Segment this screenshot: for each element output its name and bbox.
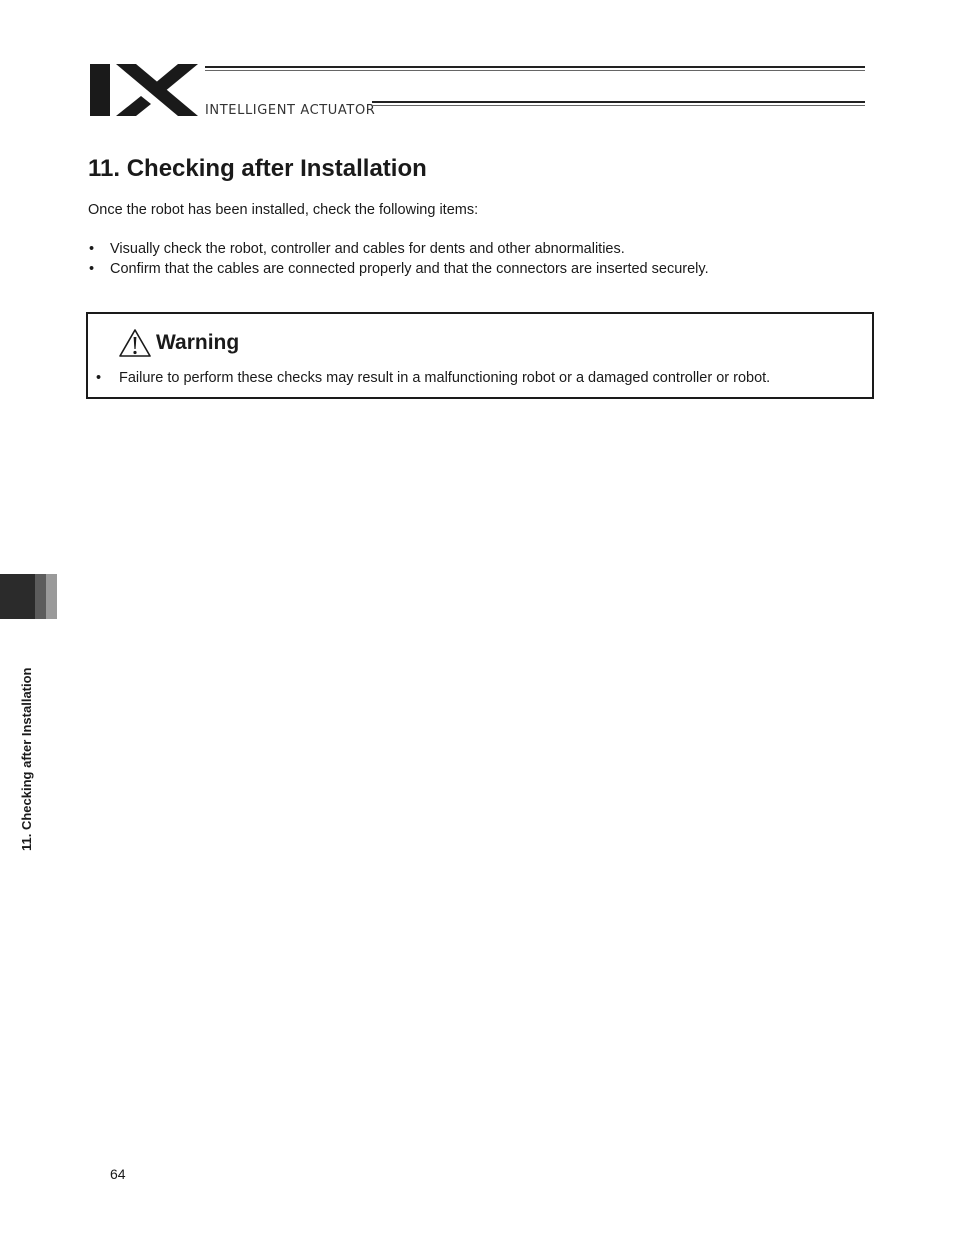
chapter-tab-mid	[35, 574, 46, 619]
list-item-text: Confirm that the cables are connected properly and that the connectors are inserted securely.	[110, 260, 709, 277]
header-rule	[205, 66, 865, 68]
warning-item-text: Failure to perform these checks may result in a malfunctioning robot or a damaged controller or robot.	[119, 370, 771, 386]
brand-text: INTELLIGENT ACTUATOR	[205, 103, 376, 118]
header-rule	[372, 105, 865, 106]
page-title: 11. Checking after Installation	[88, 155, 427, 182]
bullet-icon: •	[89, 241, 95, 257]
header-rule	[205, 70, 865, 71]
warning-triangle-icon	[118, 328, 152, 358]
intro-text: Once the robot has been installed, check the following items:	[88, 202, 479, 218]
list-item	[88, 240, 709, 260]
list-item	[88, 260, 709, 280]
chapter-tab-light	[46, 574, 57, 619]
chapter-side-label: 11. Checking after Installation	[19, 667, 34, 851]
check-list	[88, 240, 709, 279]
chapter-tab-dark	[0, 574, 35, 619]
bullet-icon: •	[96, 370, 102, 386]
bullet-icon: •	[89, 260, 95, 277]
warning-box	[86, 312, 874, 399]
warning-item	[96, 370, 770, 386]
ix-logo-icon	[88, 64, 200, 116]
header-rule	[372, 101, 865, 103]
warning-header	[118, 328, 239, 358]
warning-title: Warning	[156, 331, 240, 354]
list-item-text: Visually check the robot, controller and cables for dents and other abnormalities.	[110, 241, 625, 257]
page-number: 64	[110, 1166, 126, 1182]
